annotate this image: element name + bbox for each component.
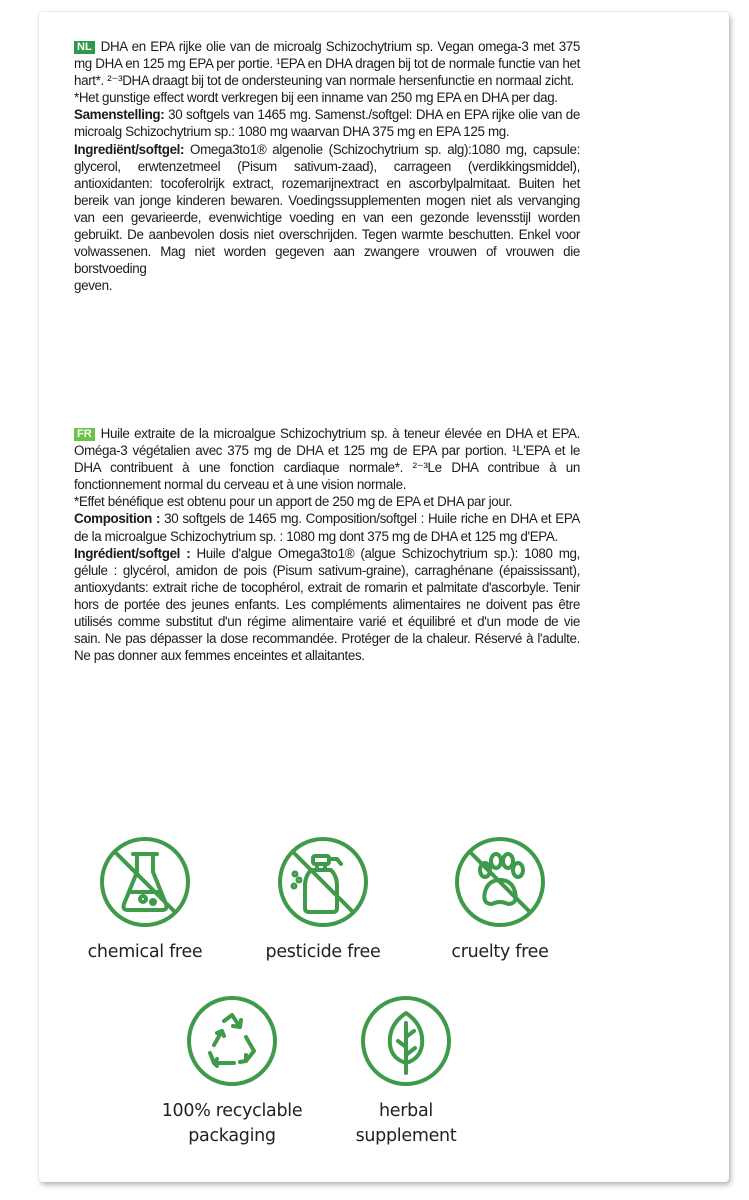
recyclable-label (152, 1099, 312, 1149)
paw-crossed-icon (452, 834, 548, 930)
badge-pesticide-free (243, 834, 403, 965)
herbal-label-line2: supplement (355, 1126, 457, 1146)
recyclable-label-line1: 100% recyclable (161, 1101, 303, 1121)
fr-language-tag: FR (74, 428, 95, 441)
fr-ingredient-paragraph: Ingrédient/softgel : Huile d'algue Omega3to1® (algue Schizochytrium sp.): 1080 mg, gélule : glycérol, amidon de pois (Pisum sativum-graine), carraghénane (épaississant), antioxydants: extrait riche de tocophérol, extrait de romarin et palmitate d'ascorbyle. Tenir hors de portée des jeunes enfants. Les compléments alimentaires ne doivent pas être utilisés comme substitut d'un régime alimentaire varié et équilibré et d'un mode de vie sain. Ne pas dépasser la dose recommandée. Protéger de la chaleur. Réservé à l'adulte. Ne pas donner aux femmes enceintes et allaitantes. (74, 545, 580, 664)
herbal-label-line1: herbal (379, 1101, 433, 1121)
nl-composition-paragraph: Samenstelling: 30 softgels van 1465 mg. Samenst./softgel: DHA en EPA rijke olie van de microalg Schizochytrium sp.: 1080 mg waarvan DHA 375 mg en EPA 125 mg. (74, 107, 580, 140)
nl-intro-paragraph: NL DHA en EPA rijke olie van de microalg Schizochytrium sp. Vegan omega-3 met 375 mg DHA en 125 mg EPA per portie. ¹EPA en DHA dragen bij tot de normale functie van het hart*. ²⁻³DHA draagt bij tot de ondersteuning van normale hersenfunctie en normaal zicht. (74, 39, 580, 89)
nl-note-paragraph: *Het gunstige effect wordt verkregen bij een inname van 250 mg EPA en DHA per dag. (74, 90, 558, 106)
nl-ingredient-paragraph: Ingrediënt/softgel: Omega3to1® algenolie (Schizochytrium sp. alg):1080 mg, capsule: glycerol, erwtenzetmeel (Pisum sativum-zaad), carrageen (verdikkingsmiddel), antioxidanten: tocoferolrijk extract, rozemarijnextract en ascorbylpalmitaat. Buiten het bereik van jonge kinderen bewaren. Voedingssupplementen mogen niet als vervanging van een gevarieerde, evenwichtige voeding en van een gezonde levensstijl worden gebruikt. De aanbevolen dosis niet overschrijden. Tegen warmte beschutten. Enkel voor volwassenen. Mag niet worden gegeven aan zwangere vrouwen of vrouwen die borstvoeding (74, 141, 580, 277)
pesticide-free-label: pesticide free (265, 942, 381, 962)
leaf-icon (358, 993, 454, 1089)
herbal-label (326, 1099, 486, 1149)
french-text-block (74, 425, 580, 664)
cruelty-free-label: cruelty free (451, 942, 549, 962)
nl-ingredient-end: geven. (74, 278, 113, 294)
dutch-text-block (74, 38, 580, 294)
recycle-icon (184, 993, 280, 1089)
badge-herbal-supplement (326, 993, 486, 1149)
spray-crossed-icon (275, 834, 371, 930)
nl-language-tag: NL (74, 41, 95, 54)
flask-crossed-icon (97, 834, 193, 930)
chemical-free-label: chemical free (87, 942, 203, 962)
fr-note-paragraph: *Effet bénéfique est obtenu pour un apport de 250 mg de EPA et DHA par jour. (74, 494, 513, 510)
badge-recyclable-packaging (152, 993, 312, 1149)
badge-chemical-free (65, 834, 225, 965)
badge-cruelty-free (420, 834, 580, 965)
fr-intro-paragraph: FR Huile extraite de la microalgue Schizochytrium sp. à teneur élevée en DHA et EPA. Oméga-3 végétalien avec 375 mg de DHA et 125 mg de EPA par portion. ¹L'EPA et le DHA contribuent à une fonction cardiaque normale*. ²⁻³Le DHA contribue à un fonctionnement normal du cerveau et à une vision normale. (74, 426, 580, 493)
fr-composition-paragraph: Composition : 30 softgels de 1465 mg. Composition/softgel : Huile riche en DHA et EPA de la microalgue Schizochytrium sp. : 1080 mg dont 375 mg de DHA et 125 mg d'EPA. (74, 511, 581, 544)
recyclable-label-line2: packaging (188, 1126, 276, 1146)
